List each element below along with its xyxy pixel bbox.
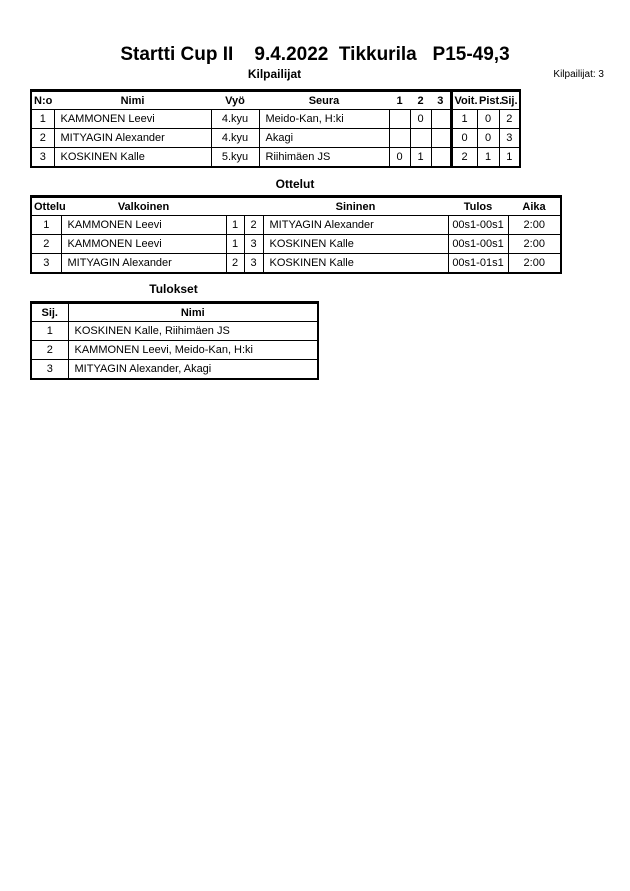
col-match3: 3 [431, 91, 451, 110]
competitors-count: Kilpailijat: 3 [553, 69, 604, 80]
cell-sij: 1 [31, 322, 68, 341]
cell-sij: 2 [31, 341, 68, 360]
col-no: N:o [31, 91, 54, 110]
kilpailijat-heading: Kilpailijat [247, 67, 302, 81]
col-sininen: Sininen [263, 197, 448, 216]
cell-aika: 2:00 [508, 235, 561, 254]
col-ottelu: Ottelu [31, 197, 61, 216]
cell-voit: 1 [451, 110, 477, 129]
cell-blue-no: 3 [244, 235, 263, 254]
cell-aika: 2:00 [508, 254, 561, 274]
col-nimi: Nimi [54, 91, 211, 110]
page-title: Startti Cup II 9.4.2022 Tikkurila P15-49,3 [120, 44, 510, 65]
cell-blue-no: 3 [244, 254, 263, 274]
cell-match3 [431, 148, 451, 168]
cell-pist: 0 [477, 110, 499, 129]
cell-blue-no: 2 [244, 216, 263, 235]
cell-sij: 1 [499, 148, 520, 168]
cell-valkoinen: KAMMONEN Leevi [61, 235, 226, 254]
cell-match1 [389, 129, 410, 148]
table-row [31, 341, 318, 360]
cell-valkoinen: KAMMONEN Leevi [61, 216, 226, 235]
cell-vyo: 5.kyu [211, 148, 259, 168]
cell-seura: Meido-Kan, H:ki [259, 110, 389, 129]
col-voit: Voit. [451, 91, 477, 110]
cell-tulos: 00s1-00s1 [448, 235, 508, 254]
kilpailijat-header-row [31, 91, 520, 110]
col-match2: 2 [410, 91, 431, 110]
cell-pist: 0 [477, 129, 499, 148]
cell-sij: 2 [499, 110, 520, 129]
cell-sininen: KOSKINEN Kalle [263, 254, 448, 274]
cell-match3 [431, 110, 451, 129]
cell-sininen: KOSKINEN Kalle [263, 235, 448, 254]
cell-tulos: 00s1-01s1 [448, 254, 508, 274]
col-tulos: Tulos [448, 197, 508, 216]
cell-match2: 0 [410, 110, 431, 129]
table-row [31, 254, 561, 274]
cell-match1: 0 [389, 148, 410, 168]
table-row [31, 216, 561, 235]
col-aika: Aika [508, 197, 561, 216]
ottelut-heading: Ottelut [275, 177, 315, 191]
table-row [31, 129, 520, 148]
cell-nimi: MITYAGIN Alexander, Akagi [68, 360, 318, 380]
cell-no: 3 [31, 148, 54, 168]
cell-seura: Akagi [259, 129, 389, 148]
col-nimi: Nimi [68, 303, 318, 322]
kilpailijat-table [30, 89, 521, 168]
cell-nimi: KAMMONEN Leevi, Meido-Kan, H:ki [68, 341, 318, 360]
table-row [31, 322, 318, 341]
col-match1: 1 [389, 91, 410, 110]
tulokset-header-row [31, 303, 318, 322]
cell-white-no: 2 [226, 254, 244, 274]
cell-ottelu: 2 [31, 235, 61, 254]
cell-pist: 1 [477, 148, 499, 168]
table-row [31, 110, 520, 129]
cell-white-no: 1 [226, 216, 244, 235]
cell-vyo: 4.kyu [211, 110, 259, 129]
cell-sininen: MITYAGIN Alexander [263, 216, 448, 235]
cell-white-no: 1 [226, 235, 244, 254]
cell-valkoinen: MITYAGIN Alexander [61, 254, 226, 274]
ottelut-table [30, 195, 562, 274]
cell-tulos: 00s1-00s1 [448, 216, 508, 235]
cell-no: 1 [31, 110, 54, 129]
table-row [31, 148, 520, 168]
cell-nimi: KOSKINEN Kalle, Riihimäen JS [68, 322, 318, 341]
cell-match2 [410, 129, 431, 148]
cell-ottelu: 1 [31, 216, 61, 235]
tulokset-table [30, 301, 319, 380]
col-sij: Sij. [31, 303, 68, 322]
tulokset-heading: Tulokset [149, 282, 198, 296]
cell-match2: 1 [410, 148, 431, 168]
cell-nimi: MITYAGIN Alexander [54, 129, 211, 148]
cell-seura: Riihimäen JS [259, 148, 389, 168]
cell-no: 2 [31, 129, 54, 148]
cell-match1 [389, 110, 410, 129]
cell-voit: 2 [451, 148, 477, 168]
cell-aika: 2:00 [508, 216, 561, 235]
cell-vyo: 4.kyu [211, 129, 259, 148]
cell-nimi: KAMMONEN Leevi [54, 110, 211, 129]
col-blue-no [244, 197, 263, 216]
col-seura: Seura [259, 91, 389, 110]
table-row [31, 235, 561, 254]
col-white-no [226, 197, 244, 216]
col-sij: Sij. [499, 91, 520, 110]
cell-nimi: KOSKINEN Kalle [54, 148, 211, 168]
cell-voit: 0 [451, 129, 477, 148]
cell-sij: 3 [31, 360, 68, 380]
col-vyo: Vyö [211, 91, 259, 110]
table-row [31, 360, 318, 380]
ottelut-header-row [31, 197, 561, 216]
col-valkoinen: Valkoinen [61, 197, 226, 216]
col-pist: Pist. [477, 91, 499, 110]
cell-ottelu: 3 [31, 254, 61, 274]
cell-sij: 3 [499, 129, 520, 148]
cell-match3 [431, 129, 451, 148]
